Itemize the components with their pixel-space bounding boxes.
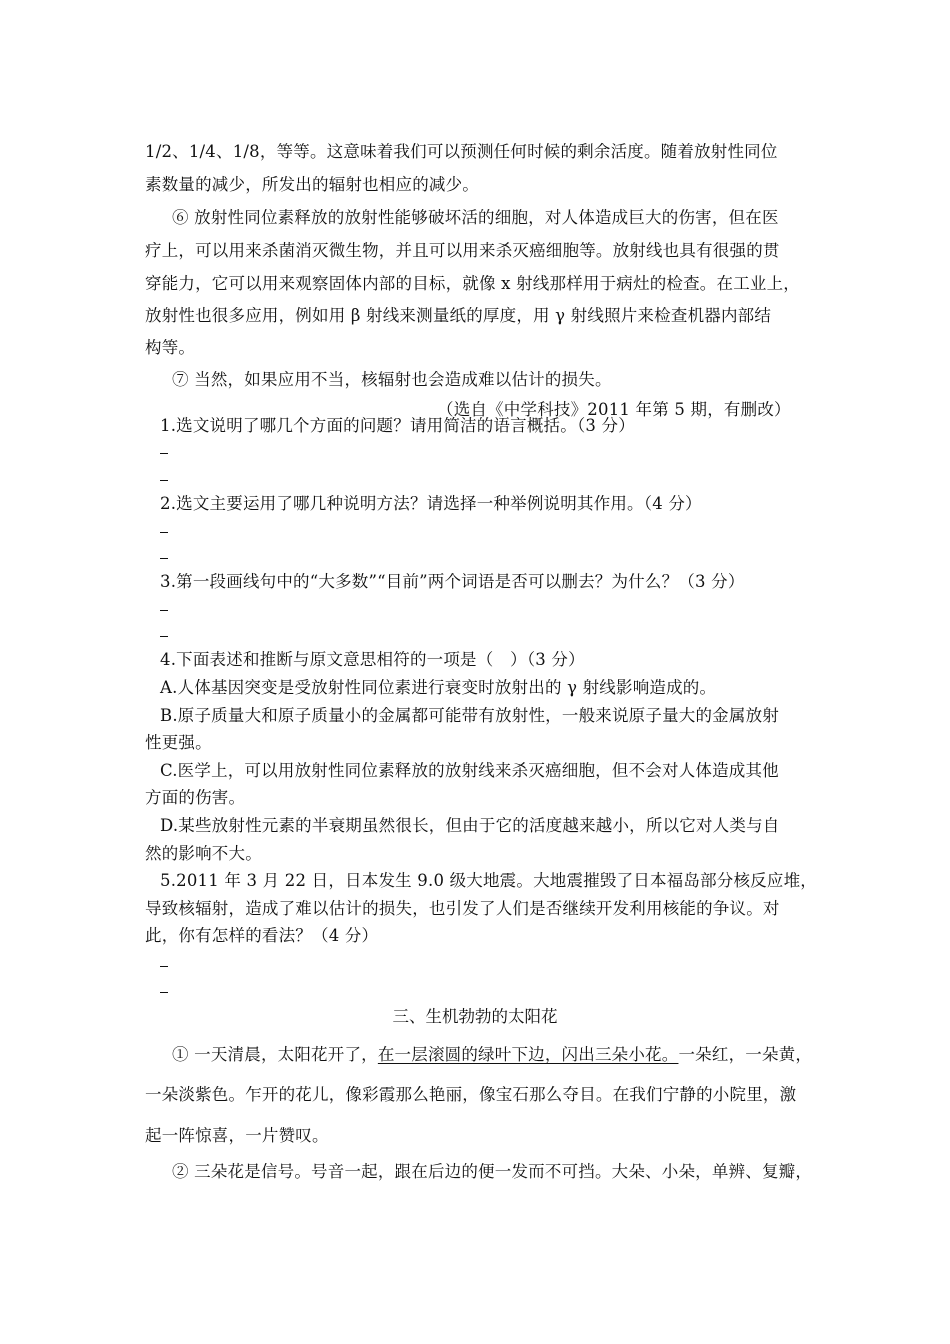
answer-blank[interactable] bbox=[160, 610, 168, 611]
answer-blank[interactable] bbox=[160, 558, 168, 559]
underlined-sentence: 在一层滚圆的绿叶下边，闪出三朵小花。 bbox=[377, 1045, 679, 1064]
answer-blank[interactable] bbox=[160, 453, 168, 454]
answer-blank[interactable] bbox=[160, 480, 168, 481]
sun-flower-paragraph-1-line-3: 起一阵惊喜，一片赞叹。 bbox=[145, 1126, 329, 1145]
sun-flower-paragraph-2-line-1: ② 三朵花是信号。号音一起，跟在后边的便一发而不可挡。大朵、小朵，单辨、复瓣， bbox=[172, 1162, 813, 1181]
option-b-line-1: B.原子质量大和原子质量小的金属都可能带有放射性，一般来说原子量大的金属放射 bbox=[160, 706, 779, 725]
answer-blank[interactable] bbox=[160, 532, 168, 533]
answer-blank[interactable] bbox=[160, 966, 168, 967]
answer-blank[interactable] bbox=[160, 992, 168, 993]
option-d-line-1: D.某些放射性元素的半衰期虽然很长，但由于它的活度越来越小，所以它对人类与自 bbox=[160, 816, 780, 835]
sun-flower-paragraph-1-line-1 bbox=[172, 1041, 812, 1065]
paragraph-6-line-3: 穿能力，它可以用来观察固体内部的目标，就像 x 射线那样用于病灶的检查。在工业上， bbox=[145, 274, 800, 293]
sun-flower-paragraph-1-line-2: 一朵淡紫色。乍开的花儿，像彩霞那么艳丽，像宝石那么夺目。在我们宁静的小院里，激 bbox=[145, 1085, 797, 1104]
option-c-line-1: C.医学上，可以用放射性同位素释放的放射线来杀灭癌细胞，但不会对人体造成其他 bbox=[160, 761, 779, 780]
question-4: 4.下面表述和推断与原文意思相符的一项是（ ）（3 分） bbox=[160, 650, 585, 669]
paragraph-6-line-1: ⑥ 放射性同位素释放的放射性能够破坏活的细胞，对人体造成巨大的伤害，但在医 bbox=[172, 208, 779, 227]
paragraph-7: ⑦ 当然，如果应用不当，核辐射也会造成难以估计的损失。 bbox=[172, 370, 612, 389]
question-1: 1.选文说明了哪几个方面的问题？请用简洁的语言概括。（3 分） bbox=[160, 416, 635, 435]
source-citation: （选自《中学科技》2011 年第 5 期，有删改） bbox=[437, 400, 791, 419]
question-3: 3.第一段画线句中的“大多数”“目前”两个词语是否可以删去？为什么？（3 分） bbox=[160, 572, 745, 591]
question-5-line-3: 此，你有怎样的看法？（4 分） bbox=[145, 926, 379, 945]
paragraph-5-line-2: 素数量的减少，所发出的辐射也相应的减少。 bbox=[145, 175, 479, 194]
option-a: A.人体基因突变是受放射性同位素进行衰变时放射出的 γ 射线影响造成的。 bbox=[160, 678, 717, 697]
paragraph-6-line-5: 构等。 bbox=[145, 338, 196, 357]
section-title: 三、生机勃勃的太阳花 bbox=[392, 1007, 558, 1026]
option-b-line-2: 性更强。 bbox=[145, 733, 212, 752]
question-2: 2.选文主要运用了哪几种说明方法？请选择一种举例说明其作用。（4 分） bbox=[160, 494, 702, 513]
answer-blank[interactable] bbox=[160, 636, 168, 637]
paragraph-6-line-4: 放射性也很多应用，例如用 β 射线来测量纸的厚度，用 γ 射线照片来检查机器内部结 bbox=[145, 306, 772, 325]
paragraph-text: ① 一天清晨，太阳花开了， bbox=[172, 1045, 378, 1064]
paragraph-text: 一朵红，一朵黄， bbox=[678, 1045, 813, 1064]
paragraph-6-line-2: 疗上，可以用来杀菌消灭微生物，并且可以用来杀灭癌细胞等。放射线也具有很强的贯 bbox=[145, 241, 780, 260]
question-5-line-2: 导致核辐射，造成了难以估计的损失，也引发了人们是否继续开发利用核能的争议。对 bbox=[145, 899, 780, 918]
option-d-line-2: 然的影响不大。 bbox=[145, 844, 262, 863]
paragraph-5-line-1: 1/2、1/4、1/8，等等。这意味着我们可以预测任何时候的剩余活度。随着放射性同位 bbox=[145, 142, 778, 161]
question-5-line-1: 5.2011 年 3 月 22 日，日本发生 9.0 级大地震。大地震摧毁了日本福岛部分核反应堆， bbox=[160, 871, 817, 890]
option-c-line-2: 方面的伤害。 bbox=[145, 788, 246, 807]
